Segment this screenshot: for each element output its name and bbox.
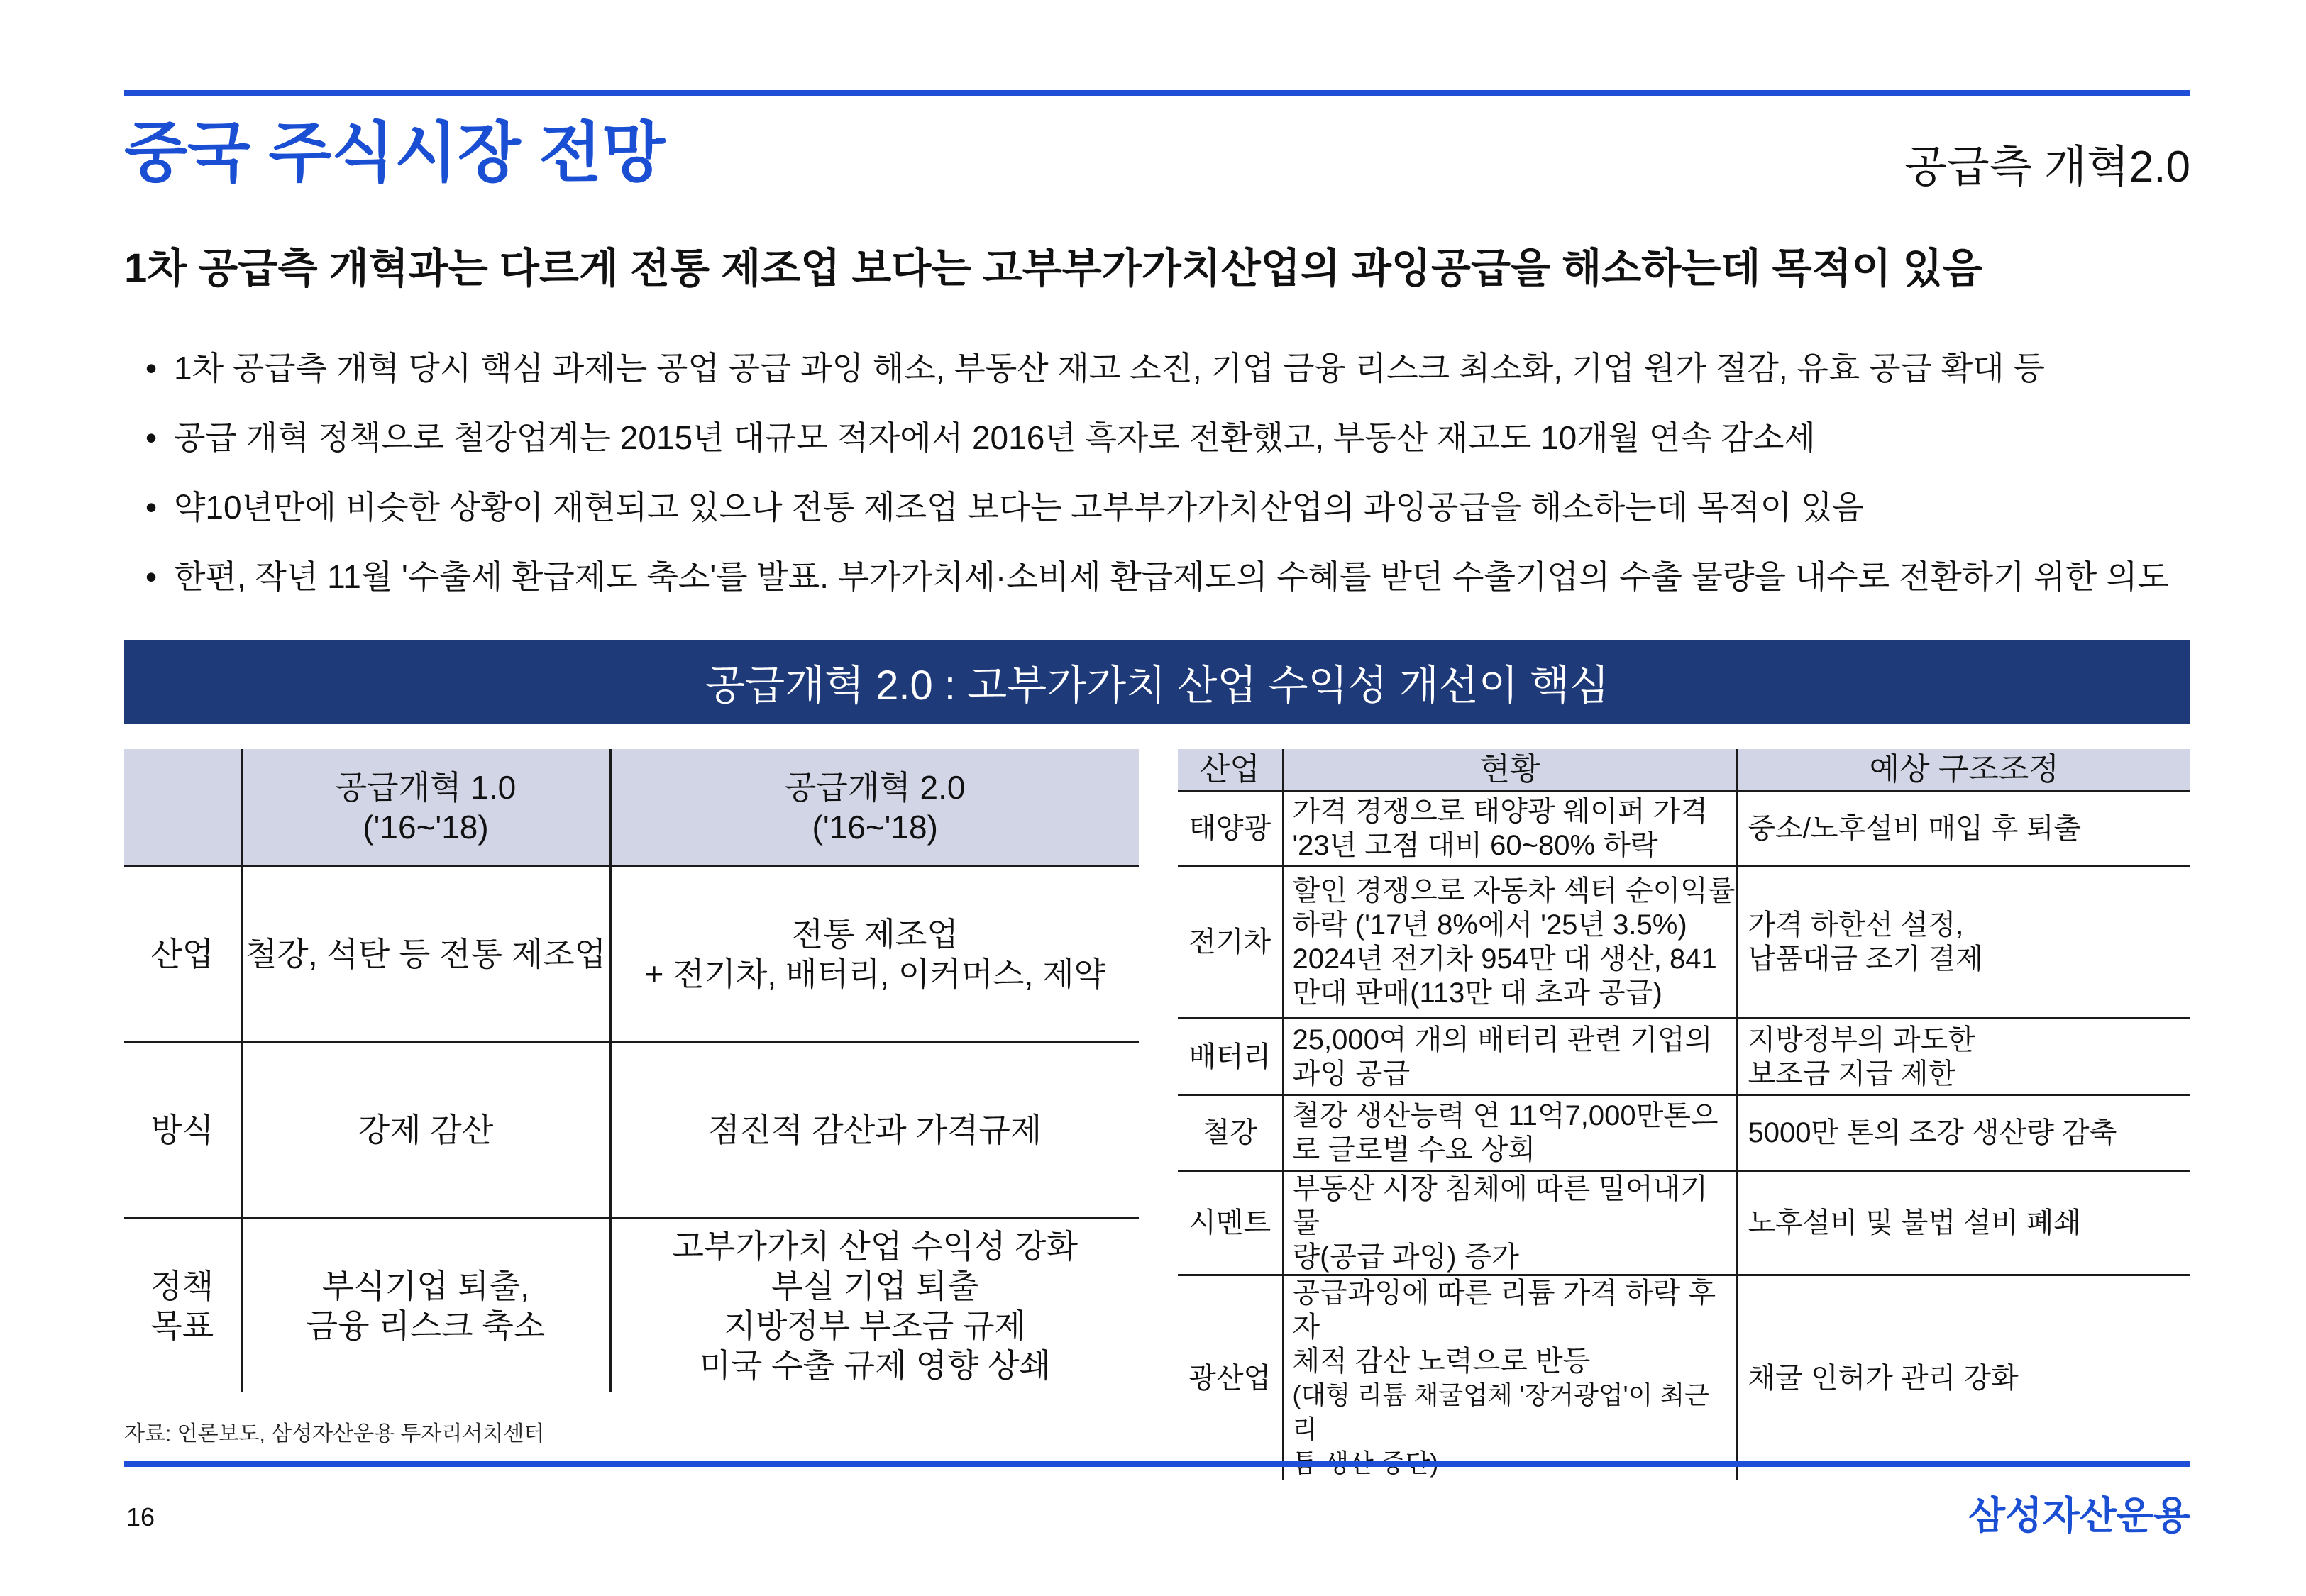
bullet-item: • 1차 공급측 개혁 당시 핵심 과제는 공업 공급 과잉 해소, 부동산 재고 소진, 기업 금융 리스크 최소화, 기업 원가 절감, 유효 공급 확대 등 xyxy=(145,333,2169,403)
cell-line: 강제 감산 xyxy=(358,1111,494,1148)
cell-line: 부식기업 퇴출, xyxy=(321,1267,530,1304)
status-cell xyxy=(1283,866,1737,1019)
reform-comparison-table xyxy=(124,749,1139,1392)
adjust-cell xyxy=(1737,1275,2190,1481)
status-cell xyxy=(1283,1275,1737,1481)
cell-line: 가격 하한선 설정, xyxy=(1748,909,1964,941)
header-line: ('16~'18) xyxy=(363,808,489,846)
table-row xyxy=(1178,1095,2190,1171)
cell-line: 가격 경쟁으로 태양광 웨이퍼 가격 xyxy=(1292,796,1708,827)
status-cell xyxy=(1283,1095,1737,1171)
table-row xyxy=(124,1042,1139,1218)
adjust-cell xyxy=(1737,792,2190,866)
row-label-line: 정책 xyxy=(150,1267,214,1304)
status-cell xyxy=(1283,1019,1737,1095)
table-header-cell: 산업 xyxy=(1178,749,1283,792)
brand-logo: 삼성자산운용 xyxy=(1968,1495,2190,1537)
table-header-row xyxy=(124,749,1139,866)
cell-line: 미국 수출 규제 영향 상쇄 xyxy=(699,1346,1051,1384)
adjust-cell xyxy=(1737,866,2190,1019)
status-cell xyxy=(1283,1171,1737,1275)
industry-cell: 철강 xyxy=(1178,1095,1283,1171)
cell-line: 전통 제조업 xyxy=(791,915,959,953)
table-row xyxy=(1178,1171,2190,1275)
row-label xyxy=(124,1218,241,1393)
bullet-item: • 공급 개혁 정책으로 철강업계는 2015년 대규모 적자에서 2016년 흑자로 전환했고, 부동산 재고도 10개월 연속 감소세 xyxy=(145,403,2169,472)
table-header-cell xyxy=(124,749,241,866)
banner-text: 공급개혁 2.0 : 고부가가치 산업 수익성 개선이 핵심 xyxy=(705,663,1610,709)
row-label xyxy=(124,1042,241,1218)
table-row xyxy=(1178,1275,2190,1481)
cell-line: 채굴 인허가 관리 강화 xyxy=(1748,1363,2019,1394)
section-label: 공급측 개혁2.0 xyxy=(1904,143,2190,192)
headline: 1차 공급측 개혁과는 다르게 전통 제조업 보다는 고부부가가치산업의 과잉공급을 해소하는데 목적이 있음 xyxy=(124,245,1982,292)
cell-line: 5000만 톤의 조강 생산량 감축 xyxy=(1748,1117,2117,1148)
comparison-banner xyxy=(124,640,2190,724)
adjust-cell xyxy=(1737,1095,2190,1171)
cell-line: 2024년 전기차 954만 대 생산, 841 xyxy=(1292,943,1717,975)
table-row xyxy=(1178,792,2190,866)
industry-cell: 전기차 xyxy=(1178,866,1283,1019)
industry-restructuring-table xyxy=(1178,749,2190,1480)
table-row xyxy=(1178,866,2190,1019)
table-header-row xyxy=(1178,749,2190,792)
cell-line: 과잉 공급 xyxy=(1292,1058,1411,1090)
adjust-cell xyxy=(1737,1019,2190,1095)
cell-note-line: (대형 리튬 채굴업체 '장거광업'이 최근 리 xyxy=(1292,1380,1709,1443)
cell-line: 고부가가치 산업 수익성 강화 xyxy=(672,1227,1078,1265)
cell-line: 하락 ('17년 8%에서 '25년 3.5%) xyxy=(1292,909,1687,941)
cell-line: 철강 생산능력 연 11억7,000만톤으 xyxy=(1292,1100,1719,1131)
row-label-line: 목표 xyxy=(150,1307,214,1344)
cell-line: 철강, 석탄 등 전통 제조업 xyxy=(245,935,607,972)
bottom-rule xyxy=(124,1461,2190,1467)
cell-line: 부동산 시장 침체에 따른 밀어내기 물 xyxy=(1292,1173,1708,1238)
table-header-cell: 현황 xyxy=(1283,749,1737,792)
header-line: ('16~'18) xyxy=(812,808,938,846)
row-label-line: 방식 xyxy=(150,1111,214,1148)
table-row xyxy=(124,866,1139,1042)
table-header-cell xyxy=(610,749,1139,866)
cell-line: 로 글로벌 수요 상회 xyxy=(1292,1134,1535,1165)
cell-line: 지방정부의 과도한 xyxy=(1748,1024,1975,1055)
row-label xyxy=(124,866,241,1042)
adjust-cell xyxy=(1737,1171,2190,1275)
cell-line: 보조금 지급 제한 xyxy=(1748,1058,1956,1090)
cell-line: 부실 기업 퇴출 xyxy=(771,1267,979,1304)
table-cell xyxy=(241,1042,610,1218)
table-header-cell: 예상 구조조정 xyxy=(1737,749,2190,792)
table-cell xyxy=(610,1042,1139,1218)
cell-line: + 전기차, 배터리, 이커머스, 제약 xyxy=(644,955,1106,992)
cell-line: 할인 경쟁으로 자동차 섹터 순이익률 xyxy=(1292,875,1736,907)
cell-line: 공급과잉에 따른 리튬 가격 하락 후 자 xyxy=(1292,1278,1716,1343)
header-line: 공급개혁 1.0 xyxy=(335,768,517,806)
page-number: 16 xyxy=(126,1502,155,1531)
header-line: 공급개혁 2.0 xyxy=(785,768,966,806)
cell-line: 지방정부 부조금 규제 xyxy=(724,1307,1026,1344)
status-cell xyxy=(1283,792,1737,866)
table-cell xyxy=(610,866,1139,1042)
cell-line: 중소/노후설비 매입 후 퇴출 xyxy=(1748,813,2081,844)
bullet-item: • 약10년만에 비슷한 상황이 재현되고 있으나 전통 제조업 보다는 고부부가가치산업의 과잉공급을 해소하는데 목적이 있음 xyxy=(145,472,2169,542)
industry-cell: 태양광 xyxy=(1188,813,1271,844)
cell-line: 금융 리스크 축소 xyxy=(306,1307,546,1344)
cell-line: 납품대금 조기 결제 xyxy=(1748,943,1983,975)
cell-line: 체적 감산 노력으로 반등 xyxy=(1292,1346,1591,1377)
cell-line: 량(공급 과잉) 증가 xyxy=(1292,1241,1519,1273)
industry-cell: 광산업 xyxy=(1178,1275,1283,1481)
table-row xyxy=(1178,1019,2190,1095)
table-cell xyxy=(241,866,610,1042)
top-rule xyxy=(124,90,2190,96)
bullet-item: • 한편, 작년 11월 '수출세 환급제도 축소'를 발표. 부가가치세·소비세 환급제도의 수혜를 받던 수출기업의 수출 물량을 내수로 전환하기 위한 의도 xyxy=(145,542,2169,611)
cell-line: '23년 고점 대비 60~80% 하락 xyxy=(1292,830,1658,861)
table-row xyxy=(124,1218,1139,1393)
table-cell xyxy=(610,1218,1139,1393)
industry-cell: 배터리 xyxy=(1178,1019,1283,1095)
cell-line: 만대 판매(113만 대 초과 공급) xyxy=(1292,977,1662,1009)
bullet-list xyxy=(145,333,2169,611)
cell-line: 25,000여 개의 배터리 관련 기업의 xyxy=(1292,1024,1713,1055)
source-note: 자료: 언론보도, 삼성자산운용 투자리서치센터 xyxy=(124,1422,545,1446)
table-header-cell xyxy=(241,749,610,866)
cell-line: 노후설비 및 불법 설비 폐쇄 xyxy=(1748,1207,2081,1238)
table-cell xyxy=(241,1218,610,1393)
industry-cell: 시멘트 xyxy=(1178,1171,1283,1275)
cell-line: 점진적 감산과 가격규제 xyxy=(708,1111,1042,1148)
row-label-line: 산업 xyxy=(150,935,214,972)
page-title: 중국 주식시장 전망 xyxy=(124,117,666,189)
